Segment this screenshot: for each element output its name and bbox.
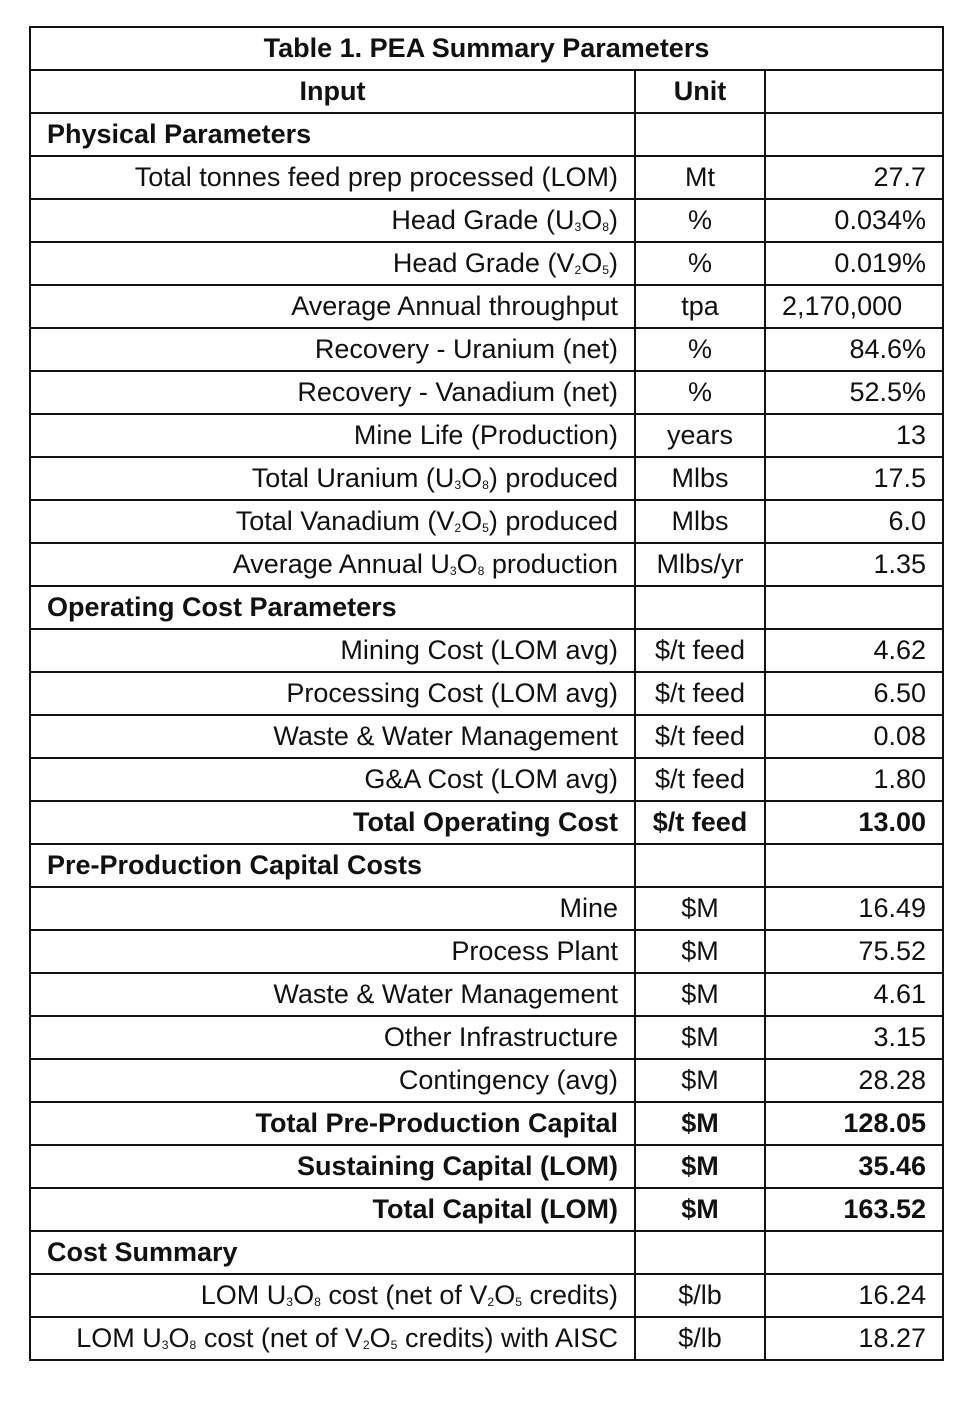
row-unit: $M (635, 1145, 765, 1188)
table-row (30, 156, 943, 199)
row-unit: $M (635, 887, 765, 930)
row-label: Waste & Water Management (30, 715, 635, 758)
table-row (30, 672, 943, 715)
row-unit: $/t feed (635, 758, 765, 801)
table-row (30, 457, 943, 500)
table-row (30, 801, 943, 844)
row-label: Head Grade $(V_2O_5)$ (30, 242, 635, 285)
title-row (30, 27, 943, 70)
row-value: 4.62 (765, 629, 943, 672)
row-label: Recovery - Uranium (net) (30, 328, 635, 371)
row-value: 1.35 (765, 543, 943, 586)
row-label: Process Plant (30, 930, 635, 973)
row-value: 16.49 (765, 887, 943, 930)
table-row (30, 1317, 943, 1360)
table-row (30, 414, 943, 457)
row-label: Average Annual throughput (30, 285, 635, 328)
row-unit: $/lb (635, 1274, 765, 1317)
row-label: Mining Cost (LOM avg) (30, 629, 635, 672)
row-unit: $/t feed (635, 629, 765, 672)
table-row (30, 1274, 943, 1317)
table-row (30, 1016, 943, 1059)
row-value: 3.15 (765, 1016, 943, 1059)
row-value: 84.6% (765, 328, 943, 371)
row-label: Contingency (avg) (30, 1059, 635, 1102)
row-unit: % (635, 328, 765, 371)
row-unit: $M (635, 1188, 765, 1231)
row-unit: $/t feed (635, 715, 765, 758)
row-unit: $/lb (635, 1317, 765, 1360)
table-row (30, 1059, 943, 1102)
row-value: 1.80 (765, 758, 943, 801)
table-row (30, 1188, 943, 1231)
row-unit: $M (635, 930, 765, 973)
row-value: 128.05 (765, 1102, 943, 1145)
row-value: 0.08 (765, 715, 943, 758)
table-row (30, 1102, 943, 1145)
row-value: 6.50 (765, 672, 943, 715)
table-title: Table 1. PEA Summary Parameters (30, 27, 943, 70)
table-row (30, 371, 943, 414)
row-label: Processing Cost (LOM avg) (30, 672, 635, 715)
row-label: Average Annual $U_3O_8$ production (30, 543, 635, 586)
section-title: Operating Cost Parameters (30, 586, 635, 629)
row-value: 18.27 (765, 1317, 943, 1360)
row-label: Total Operating Cost (30, 801, 635, 844)
row-unit: % (635, 371, 765, 414)
section-unit-cell (635, 844, 765, 887)
row-label: Total Vanadium $(V_2O_5)$ produced (30, 500, 635, 543)
row-label: G&A Cost (LOM avg) (30, 758, 635, 801)
section-unit-cell (635, 1231, 765, 1274)
row-label: Mine (30, 887, 635, 930)
section-value-cell (765, 844, 943, 887)
row-value: 13.00 (765, 801, 943, 844)
row-unit: % (635, 199, 765, 242)
table-row (30, 887, 943, 930)
row-unit: years (635, 414, 765, 457)
row-unit: % (635, 242, 765, 285)
section-row (30, 844, 943, 887)
row-label: Recovery - Vanadium (net) (30, 371, 635, 414)
row-value: 28.28 (765, 1059, 943, 1102)
row-unit: tpa (635, 285, 765, 328)
table-row (30, 973, 943, 1016)
row-label: Head Grade $(U_3O_8)$ (30, 199, 635, 242)
table-row (30, 1145, 943, 1188)
row-value: 16.24 (765, 1274, 943, 1317)
row-value: 75.52 (765, 930, 943, 973)
row-value: 6.0 (765, 500, 943, 543)
row-label: LOM $U_3O_8$ cost (net of $V_2O_5$ credits) (30, 1274, 635, 1317)
table-row (30, 285, 943, 328)
row-unit: Mlbs (635, 500, 765, 543)
row-value: 0.034% (765, 199, 943, 242)
row-unit: $/t feed (635, 801, 765, 844)
section-value-cell (765, 586, 943, 629)
row-value: 17.5 (765, 457, 943, 500)
section-row (30, 586, 943, 629)
row-label: Total Capital (LOM) (30, 1188, 635, 1231)
row-unit: $M (635, 1102, 765, 1145)
pea-summary-table (29, 26, 944, 1361)
table-row (30, 930, 943, 973)
row-unit: $M (635, 1059, 765, 1102)
section-row (30, 113, 943, 156)
table-row (30, 758, 943, 801)
table-row (30, 500, 943, 543)
table-row (30, 199, 943, 242)
row-unit: $M (635, 1016, 765, 1059)
header-value (765, 70, 943, 113)
row-label: Sustaining Capital (LOM) (30, 1145, 635, 1188)
table-row (30, 715, 943, 758)
table-row (30, 543, 943, 586)
row-unit: Mlbs (635, 457, 765, 500)
row-value: 2,170,000 (765, 285, 943, 328)
table-row (30, 242, 943, 285)
row-unit: Mt (635, 156, 765, 199)
table-row (30, 328, 943, 371)
header-input: Input (30, 70, 635, 113)
row-label: Waste & Water Management (30, 973, 635, 1016)
row-label: Other Infrastructure (30, 1016, 635, 1059)
row-unit: $/t feed (635, 672, 765, 715)
table-row (30, 629, 943, 672)
table-body (30, 27, 943, 1360)
row-label: Total tonnes feed prep processed (LOM) (30, 156, 635, 199)
row-label: Total Pre-Production Capital (30, 1102, 635, 1145)
header-row (30, 70, 943, 113)
section-title: Cost Summary (30, 1231, 635, 1274)
section-unit-cell (635, 113, 765, 156)
section-title: Physical Parameters (30, 113, 635, 156)
row-value: 27.7 (765, 156, 943, 199)
row-label: Mine Life (Production) (30, 414, 635, 457)
row-label: LOM $U_3O_8$ cost (net of $V_2O_5$ credits) with AISC (30, 1317, 635, 1360)
row-value: 4.61 (765, 973, 943, 1016)
section-row (30, 1231, 943, 1274)
row-unit: $M (635, 973, 765, 1016)
row-value: 0.019% (765, 242, 943, 285)
header-unit: Unit (635, 70, 765, 113)
row-value: 13 (765, 414, 943, 457)
section-value-cell (765, 1231, 943, 1274)
row-label: Total Uranium $(U_3O_8)$ produced (30, 457, 635, 500)
section-title: Pre-Production Capital Costs (30, 844, 635, 887)
section-value-cell (765, 113, 943, 156)
row-value: 52.5% (765, 371, 943, 414)
row-value: 163.52 (765, 1188, 943, 1231)
row-value: 35.46 (765, 1145, 943, 1188)
section-unit-cell (635, 586, 765, 629)
row-unit: Mlbs/yr (635, 543, 765, 586)
